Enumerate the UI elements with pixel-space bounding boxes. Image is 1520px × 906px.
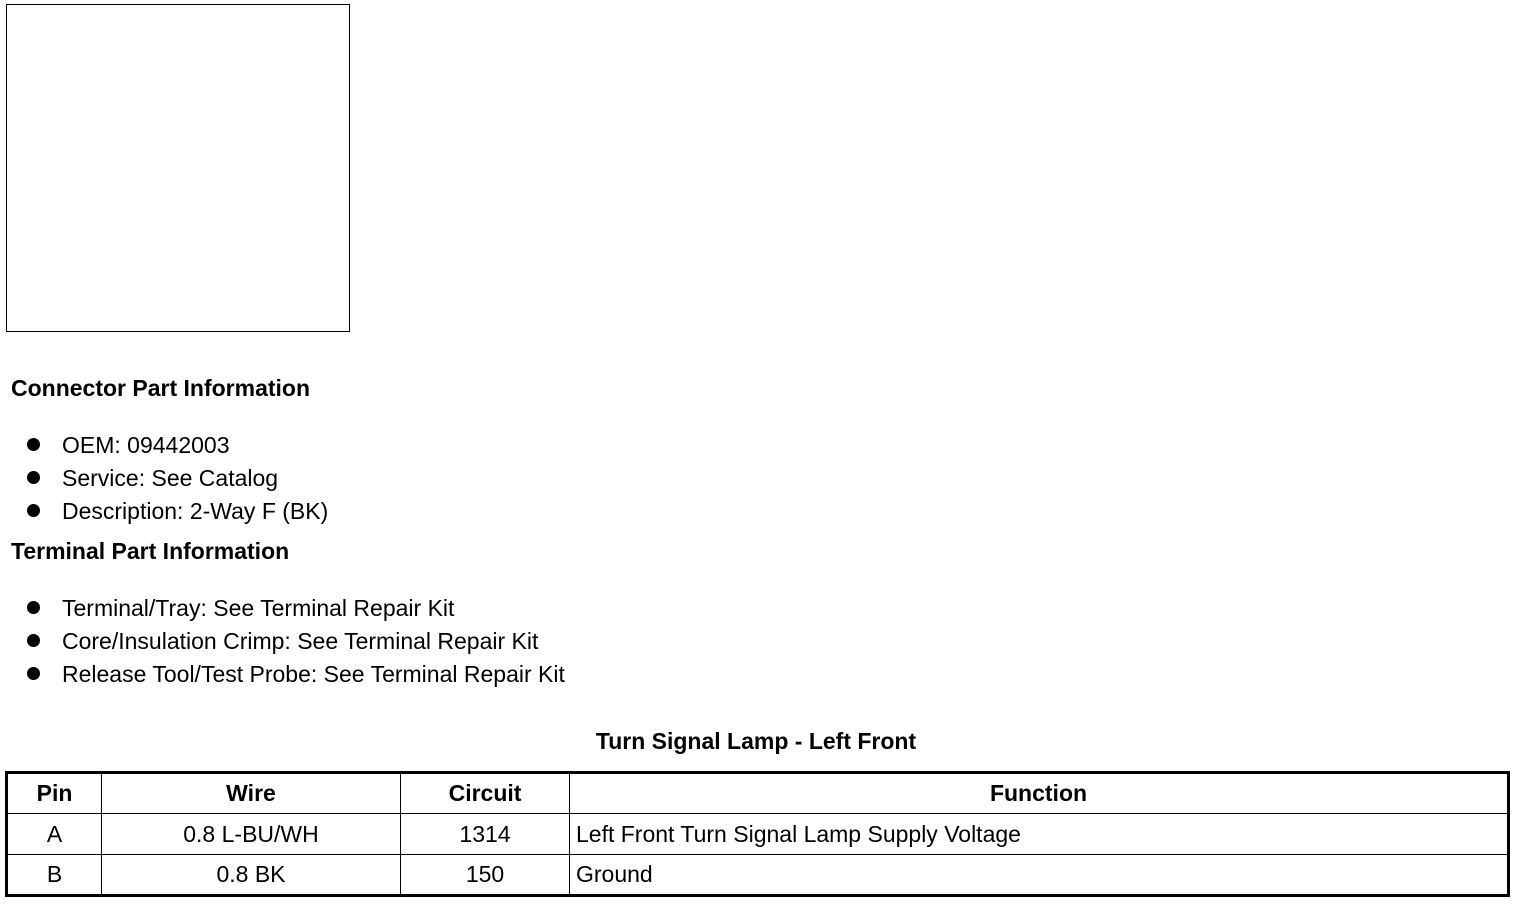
- cell-circuit: 150: [401, 855, 570, 896]
- list-item: [27, 591, 565, 624]
- list-item: [27, 494, 328, 527]
- bullet-icon: [27, 438, 40, 451]
- connector-part-info-list: [27, 428, 328, 527]
- list-item-text: Service: See Catalog: [62, 464, 279, 491]
- cell-pin: B: [7, 855, 102, 896]
- bullet-icon: [27, 634, 40, 647]
- list-item: [27, 624, 565, 657]
- list-item: [27, 657, 565, 690]
- header-circuit: Circuit: [401, 773, 570, 814]
- cell-function: Ground: [570, 855, 1509, 896]
- cell-pin: A: [7, 814, 102, 855]
- list-item-text: OEM: 09442003: [62, 431, 230, 458]
- list-item-text: Description: 2-Way F (BK): [62, 497, 329, 524]
- header-wire: Wire: [102, 773, 401, 814]
- bullet-icon: [27, 601, 40, 614]
- terminal-part-info-heading: Terminal Part Information: [11, 538, 290, 564]
- bullet-icon: [27, 667, 40, 680]
- cell-circuit: 1314: [401, 814, 570, 855]
- cell-wire: 0.8 BK: [102, 855, 401, 896]
- header-function: Function: [570, 773, 1509, 814]
- table-row: [7, 855, 1509, 896]
- list-item-text: Release Tool/Test Probe: See Terminal Repair Kit: [62, 660, 565, 687]
- cell-wire: 0.8 L-BU/WH: [102, 814, 401, 855]
- terminal-part-info-list: [27, 591, 565, 690]
- bullet-icon: [27, 504, 40, 517]
- header-pin: Pin: [7, 773, 102, 814]
- connector-part-info-heading: Connector Part Information: [11, 375, 311, 401]
- cell-function: Left Front Turn Signal Lamp Supply Voltage: [570, 814, 1509, 855]
- connector-image-placeholder: [6, 4, 350, 332]
- list-item-text: Core/Insulation Crimp: See Terminal Repair Kit: [62, 627, 539, 654]
- table-row: [7, 814, 1509, 855]
- bullet-icon: [27, 471, 40, 484]
- pinout-table: [5, 771, 1510, 897]
- table-title: Turn Signal Lamp - Left Front: [595, 728, 917, 754]
- list-item: [27, 428, 328, 461]
- table-header-row: [7, 773, 1509, 814]
- list-item: [27, 461, 328, 494]
- list-item-text: Terminal/Tray: See Terminal Repair Kit: [62, 594, 455, 621]
